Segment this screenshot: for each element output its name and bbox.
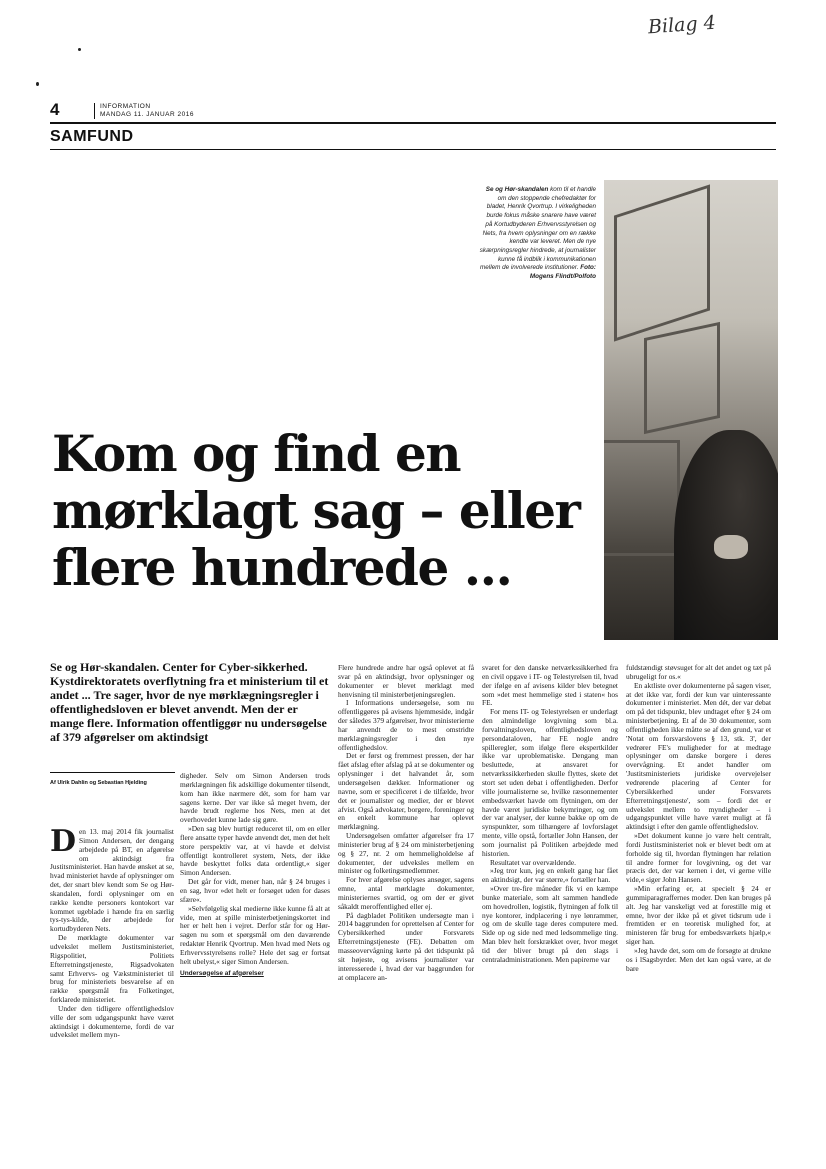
drop-cap: D — [50, 828, 77, 859]
body-paragraph: For hver afgørelse oplyses ansøger, sagens emne, antal mørklagte dokumenter, ministeriernes svartid, og om der er givet såkaldt meroffentlighed eller ej. — [338, 875, 474, 911]
masthead — [94, 103, 194, 119]
window-frame-shape — [604, 440, 680, 556]
body-paragraph: Flere hundrede andre har også oplevet at få svar på en aktindsigt, hvor oplysninger og dokumenter er blevet mørklagt med henvisning til ministerbetjeningsreglen. — [338, 664, 474, 699]
hand-shape — [714, 535, 748, 559]
body-paragraph: På dagbladet Politiken undersøgte man i 2014 baggrunden for oprettelsen af Center for Cybersikkerhed under Forsvarets Efterretningstjeneste (FE). Debatten om masseovervågning kørte på det tidspunkt på sit højeste, og avisens journalister var interesserede i, hvad der var baggrunden for at omplacere an- — [338, 910, 474, 982]
body-column-3 — [338, 664, 474, 1114]
header-rule — [50, 122, 776, 124]
byline: Af Ulrik Dahlin og Sebastian Hjelding — [50, 780, 147, 786]
body-paragraph: »Jeg havde det, som om de forsøgte at drukne os i lSagsbyrder. Men det kan også være, at de bare — [626, 946, 771, 973]
section-title: SAMFUND — [50, 128, 134, 145]
scan-speck — [78, 48, 81, 51]
body-paragraph: De mørklagte dokumenter var udvekslet mellem Justitsministeriet, Rigspolitiet, Politiets Efterretningstjeneste, Rigsadvokaten samt Erhvervs- og Vækstministeriet til brug for ministeriets besvarelse af en række spørgsmål fra Folketinget, forklarede ministeriet. — [50, 933, 174, 1005]
window-frame-shape — [644, 322, 720, 434]
byline-rule — [50, 772, 175, 773]
body-paragraph: svaret for den danske netværkssikkerhed fra en civil opgave i IT- og Telestyrelsen til, hvad der ifølge en af avisens kilder blev betegnet som »det mest hemmelige sted i staten« hos FE. — [482, 664, 618, 708]
paragraph-text: en 13. maj 2014 fik journalist Simon Andersen, der dengang arbejdede på BT, en afgørelse om aktindsigt fra Justitsministeriet. Han havde ønsket at se, hvad ministeriet havde af oplysninger om det, der snart blev kendt som Se og Hør-skandalen, fordi oplysninger om en række kendte personers kontokort var kommet ugeblade i hænde fra en særlig tys-tys-kilde, der arbejdede for kortudbyderen Nets. — [50, 828, 174, 934]
window-frame-shape — [614, 184, 710, 341]
body-paragraph: Det er først og fremmest pressen, der har fået afslag efter afslag på at se dokumenter og oplysninger i det halvandet år, som undersøgelsen dækker. Informationer og navne, som er specificeret i de tilfælde, hvor det er journalister og medier, der er blevet afvist. Også advokater, borgere, foreninger og en enkelt kommune har oplevet mørklægning. — [338, 751, 474, 832]
body-paragraph: Undersøgelsen omfatter afgørelser fra 17 ministerier brug af § 24 om ministerbetjening og § 27, nr. 2 om hemmeligholdelse af dokumenter, der udveksles mellem en minister og folketingsmedlemmer. — [338, 831, 474, 876]
article-photo — [604, 180, 778, 640]
section-rule — [50, 149, 776, 150]
body-paragraph: digheder. Selv om Simon Andersen trods mørklægningen fik adskillige dokumenter tilsendt, kom han ikke nærmere dét, som for ham var sagens kerne. Der var ikke så meget hvem, der havde brudt reglerne hos Nets, men at det overhovedet kunne lade sig gøre. — [180, 772, 330, 825]
body-paragraph: I Informations undersøgelse, som nu offentliggøres på avisens hjemmeside, indgår der således 379 afgørelser, hvor ministerierne har anvendt de to mest omstridte mørklægningsregler i den nye offentlighedslov. — [338, 698, 474, 752]
handwritten-annotation: Bilag 4 — [647, 11, 717, 39]
body-paragraph: »Den sag blev hurtigt reduceret til, om en eller flere ansatte typer havde anvendt det, men det helt store perspektiv var, at vi havde et delvist offentligt kontrolleret system, Nets, der ikke havde beskyttet folks data ordentligt,« siger Simon Andersen. — [180, 824, 330, 878]
photo-caption — [478, 186, 596, 282]
body-paragraph: »Jeg tror kun, jeg en enkelt gang har fået en aktindsigt, der var større,« fortæller han. — [482, 866, 618, 885]
subheading: Undersøgelse af afgørelser — [180, 969, 264, 977]
body-column-5 — [626, 664, 771, 1114]
body-column-2 — [180, 772, 330, 1114]
photo-credit: Foto: Mogens Flindt/Polfoto — [529, 264, 596, 281]
publication-name: INFORMATION — [100, 103, 151, 110]
article-lead: Se og Hør-skandalen. Center for Cyber-sikkerhed. Kystdirektoratets overflytning fra et ministerium til et andet ... Tre sager, hvor de nye mørklægningsregler i offentlighedsloven er blevet anvendt. Men der er mange flere. Information offentliggør nu undersøgelse af 379 afgørelser om aktindsigt — [50, 660, 329, 744]
body-paragraph — [50, 828, 174, 934]
body-paragraph: En aktliste over dokumenterne på sagen viser, at det ikke var, fordi der kun var uinteressante dokumenter i ministeriet. Men dét, der var debat om på det tidspunkt, blev undtaget efter § 24 om ministerbetjening. Et af de 30 dokumenter, som offentligheden ikke måtte se af den grund, var et 'Notat om forsvarslovens § 13, stk. 3', der vedrører FE's muligheder for at medtage oplysninger om danske borgere i deres overvågning. Et andet handler om 'Justitsministeriets juridiske overvejelser vedrørende placering af Center for Cybersikkerhed under Forsvarets Efterretningstjeneste', som – fordi det er udvekslet mellem to myndigheder – i udgangspunktet ville have været muligt at få aktindsigt i efter den gamle offentlighedslov. — [626, 680, 771, 832]
body-paragraph: »Over tre-fire måneder fik vi en kæmpe bunke materiale, som alt sammen handlede om hovedrollen, logistik, flytningen af folk til nye kontorer, indplacering i nye lønrammer, og om de skulle tage deres computere med. Side op og side ned med ledsommelige ting. Man blev helt forskrækket over, hvor meget tid der bliver brugt på den slags i centraladministrationen. Men papirerne var — [482, 884, 618, 964]
body-paragraph: Under den tidligere offentlighedslov ville der som udgangspunkt have været aktindsigt i dokumenterne, fordi de var udvekslet mellem myn- — [50, 1003, 174, 1040]
body-paragraph: »Min erfaring er, at specielt § 24 er gummiparagraffernes moder. Den kan bruges på alt. Jeg har vanskeligt ved at forestille mig et emne, hvor der ikke på et givet tidsrum ude i fremtiden er en teoretisk mulighed for, at ministeren får brug for embedsværkets hjælp,« siger han. — [626, 884, 771, 947]
issue-date: MANDAG 11. JANUAR 2016 — [100, 111, 194, 118]
caption-text: kom til et handle om den stoppende chefredaktør for bladet, Henrik Qvortrup. I virkeligheden burde fokus måske snarere have været på Kortudbyderen Erhvervsstyrelsen og Nets, fra hvem oplysninger om en række kendte var leveret. Men de nye skærpningsregler hindrede, at journalister kunne få indblik i kommunikationen mellem de involverede institutioner. — [479, 186, 596, 272]
body-paragraph: »Selvfølgelig skal medierne ikke kunne få alt at vide, men at spille ministerbetjeningskortet ind her er helt hen i vejret. Derfor står for og Hør-sagen nu som et spørgsmål om den daværende redaktør Henrik Qvortrup. Men hvad med Nets og Erhvervsstyrelsens rolle? Hele det sag er fortsat helt ubelyst,« siger Simon Andersen. — [180, 903, 330, 966]
page-number: 4 — [50, 100, 60, 119]
body-paragraph: Resultatet var overvældende. — [490, 857, 576, 867]
body-paragraph: »Det dokument kunne jo være helt centralt, fordi Justitsministeriet nok er blevet bedt om at forholde sig til, hvordan flytningen har relation til andre former for lovgivning, og det var præcis det, der var kernen i det, vi gerne ville vide,« siger John Hansen. — [626, 831, 771, 885]
body-paragraph: For mens IT- og Telestyrelsen er underlagt den almindelige lovgivning som bl.a. forvaltningsloven, offentlighedsloven og persondataloven, har FE nogle andre spilleregler, som ifølge flere ekspertkilder ikke var uproblematiske. Dengang man besluttede, at ansvaret for netværkssikkerheden skulle flyttes, skete det stort set uden debat i offentligheden. Derfor ville journalisterne se, hvilke ræsonnementer embedsværket havde om flytningen, om der havde været juridiske bekymringer, og om der var analyser, der kunne bakke op om de synspunkter, som tilhængere af lovforslaget mente, ville opstå, fortæller John Hansen, der som journalist på Politiken arbejdede med historien. — [482, 707, 618, 858]
article-headline: Kom og find en mørklagt sag – eller flere hundrede ... — [52, 424, 580, 597]
body-paragraph: Det går for vidt, mener han, når § 24 bruges i en sag, hvor »det helt er forsøget uden for dases sfære«. — [180, 877, 330, 904]
caption-lead: Se og Hør-skandalen — [485, 186, 549, 193]
body-paragraph: fuldstændigt støvsuget for alt det andet og tæt på ubrugeligt for os.« — [626, 664, 771, 681]
body-column-4 — [482, 664, 618, 1114]
body-column-1 — [50, 828, 174, 1114]
scan-speck — [36, 82, 39, 86]
